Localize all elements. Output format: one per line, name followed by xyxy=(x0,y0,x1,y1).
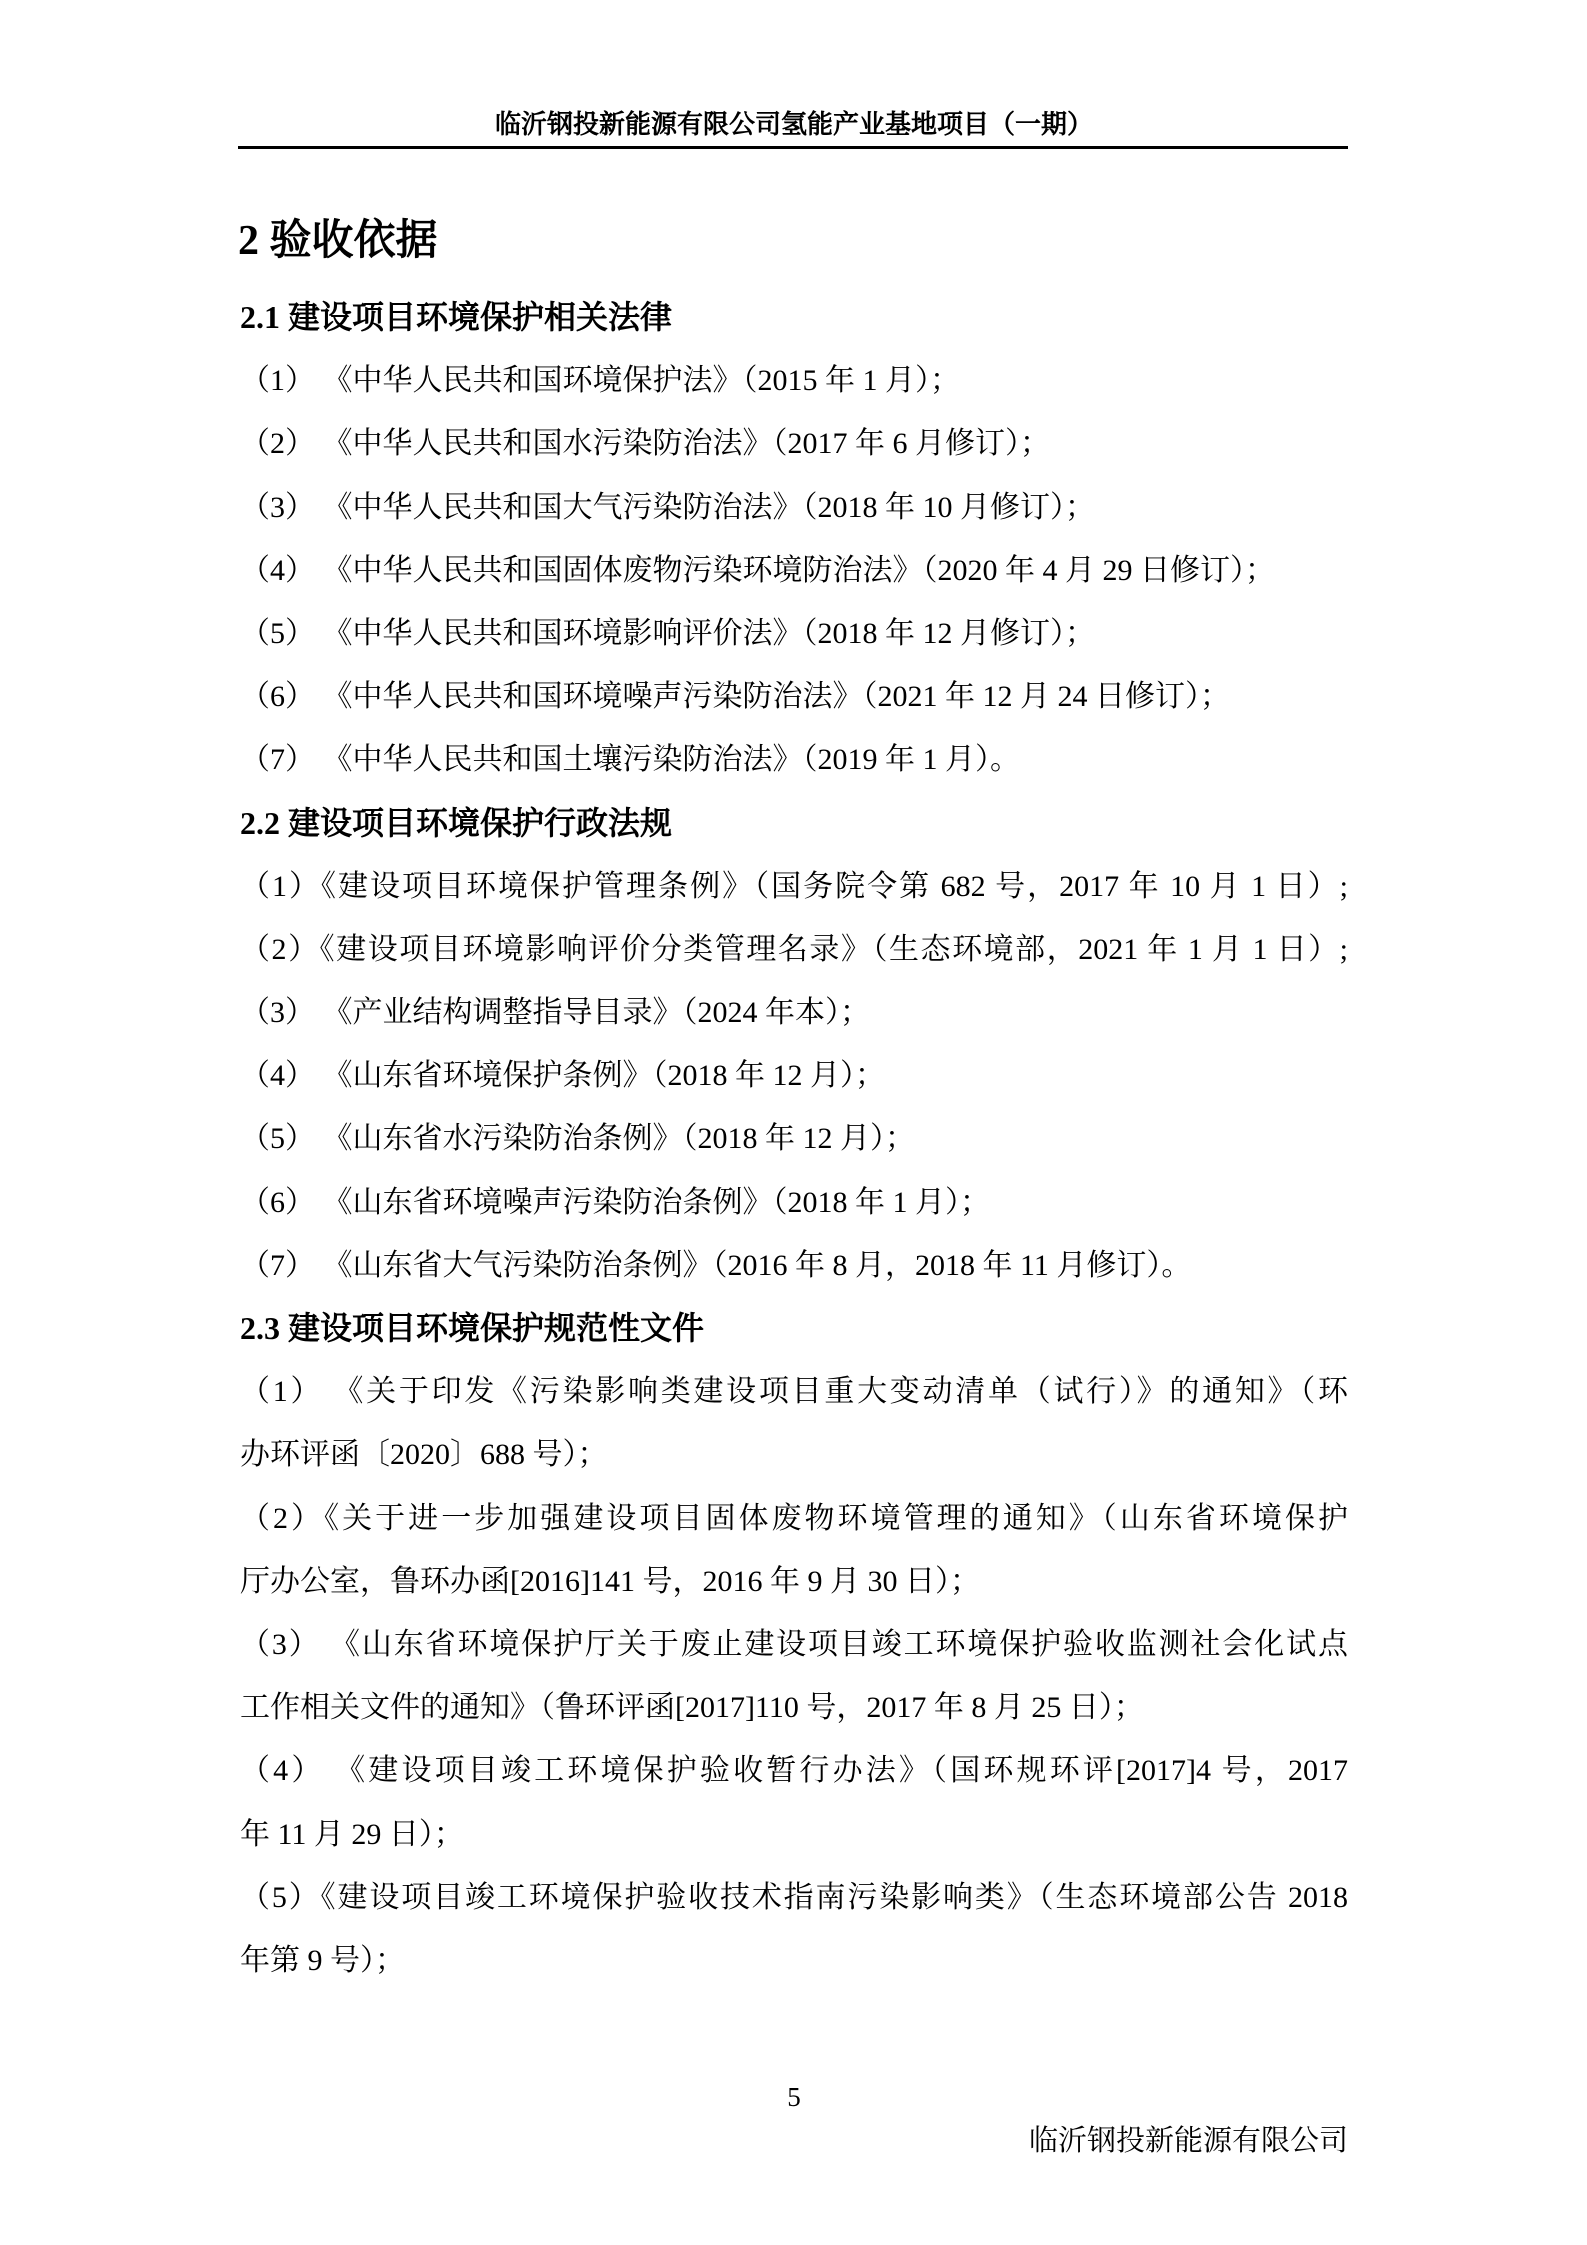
doc-line: 厅办公室，鲁环办函[2016]141 号，2016 年 9 月 30 日）； xyxy=(240,1564,980,1598)
doc-line: 年 11 月 29 日）； xyxy=(240,1817,464,1851)
doc-line: 年第 9 号）； xyxy=(240,1943,405,1977)
doc-line: （4） 《建设项目竣工环境保护验收暂行办法》（国环规环评[2017]4 号，2017 xyxy=(240,1754,1348,1788)
doc-line: （4） 《中华人民共和国固体废物污染环境防治法》（2020 年 4 月 29 日修订）； xyxy=(240,553,1275,587)
doc-line: （1） 《关于印发《污染影响类建设项目重大变动清单（试行）》的通知》（环 xyxy=(240,1375,1348,1409)
doc-line: （6） 《中华人民共和国环境噪声污染防治法》（2021 年 12 月 24 日修订）； xyxy=(240,680,1230,714)
doc-line: （5） 《中华人民共和国环境影响评价法》（2018 年 12 月修订）； xyxy=(240,616,1095,650)
doc-line: （2）《关于进一步加强建设项目固体废物环境管理的通知》（山东省环境保护 xyxy=(240,1501,1348,1535)
section-heading-2-2: 2.2 建设项目环境保护行政法规 xyxy=(240,804,673,841)
doc-line: （1）《建设项目环境保护管理条例》（国务院令第 682 号，2017 年 10 月 1 日）; xyxy=(240,869,1348,903)
doc-line: （1） 《中华人民共和国环境保护法》（2015 年 1 月）； xyxy=(240,364,960,398)
doc-title: 2 验收依据 xyxy=(238,218,438,264)
doc-line: 工作相关文件的通知》（鲁环评函[2017]110 号，2017 年 8 月 25 日）； xyxy=(240,1691,1144,1725)
section-heading-2-3: 2.3 建设项目环境保护规范性文件 xyxy=(240,1310,705,1346)
footer-company-name: 临沂钢投新能源有限公司 xyxy=(1028,2125,1348,2157)
doc-line: （3） 《中华人民共和国大气污染防治法》（2018 年 10 月修订）； xyxy=(240,490,1095,524)
header-rule xyxy=(238,146,1348,149)
doc-line: （3） 《山东省环境保护厅关于废止建设项目竣工环境保护验收监测社会化试点 xyxy=(240,1627,1348,1661)
doc-line: （3） 《产业结构调整指导目录》（2024 年本）； xyxy=(240,996,870,1030)
doc-line: （2）《建设项目环境影响评价分类管理名录》（生态环境部，2021 年 1 月 1 日）; xyxy=(240,932,1348,966)
page-number: 5 xyxy=(787,2082,801,2112)
doc-line: （4） 《山东省环境保护条例》（2018 年 12 月）； xyxy=(240,1059,885,1093)
document-body xyxy=(240,286,1348,1992)
doc-line: （7） 《山东省大气污染防治条例》（2016 年 8 月，2018 年 11 月修订）。 xyxy=(240,1248,1192,1282)
doc-line: （5） 《山东省水污染防治条例》（2018 年 12 月）； xyxy=(240,1122,915,1156)
doc-line: （7） 《中华人民共和国土壤污染防治法》（2019 年 1 月）。 xyxy=(240,743,1020,777)
doc-line: （2） 《中华人民共和国水污染防治法》（2017 年 6 月修订）； xyxy=(240,427,1050,461)
page-header-project-title: 临沂钢投新能源有限公司氢能产业基地项目（一期） xyxy=(494,110,1093,139)
doc-line: （6） 《山东省环境噪声污染防治条例》（2018 年 1 月）； xyxy=(240,1185,990,1219)
doc-line: 办环评函〔2020〕688 号）； xyxy=(240,1438,608,1472)
section-heading-2-1: 2.1 建设项目环境保护相关法律 xyxy=(240,299,673,335)
doc-line: （5）《建设项目竣工环境保护验收技术指南污染影响类》（生态环境部公告 2018 xyxy=(240,1880,1348,1914)
